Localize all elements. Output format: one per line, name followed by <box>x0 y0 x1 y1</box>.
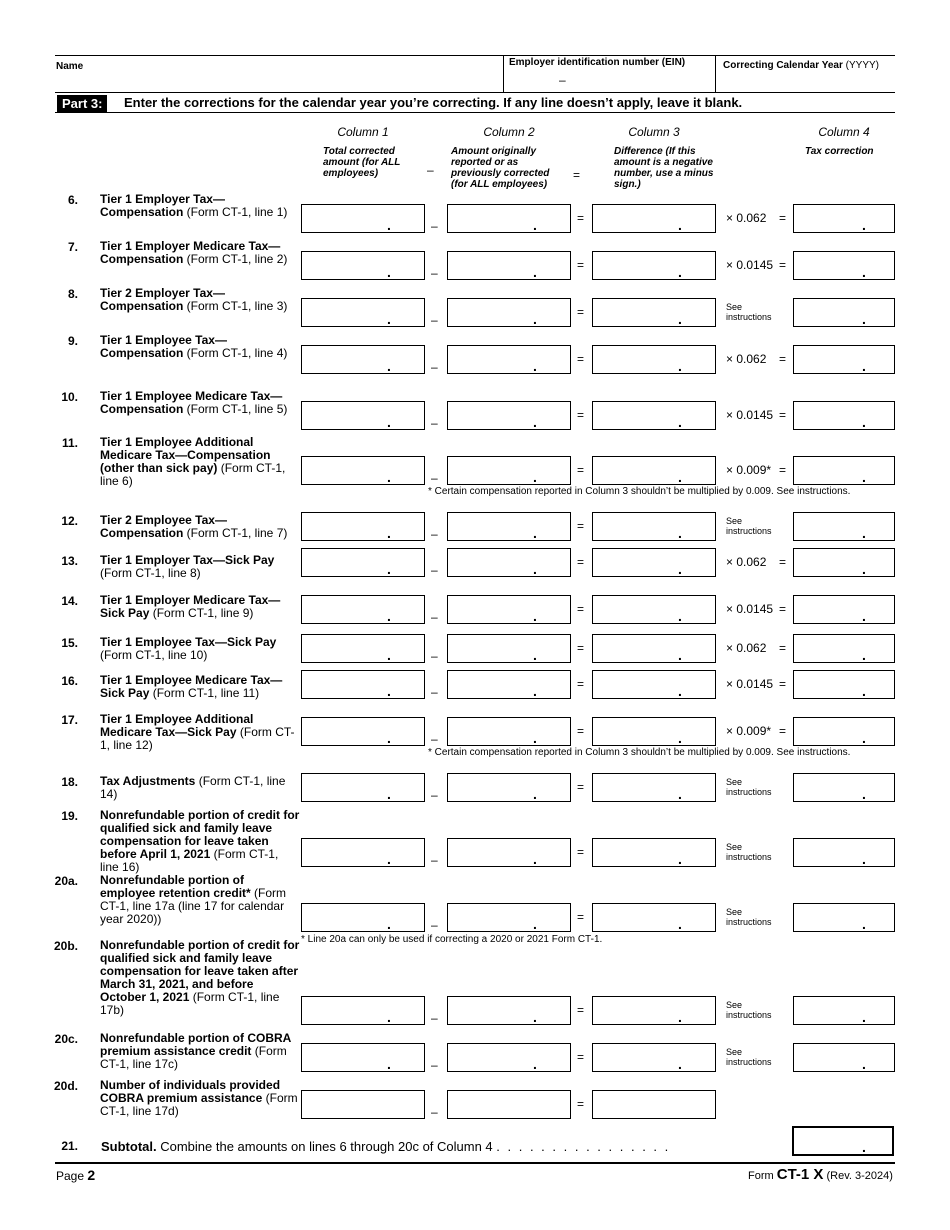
line-20b-col1-input[interactable]: . <box>301 996 425 1025</box>
line-9-label: Tier 1 Employee Tax—Compensation (Form CT-1, line 4) <box>100 333 288 360</box>
line-7-label: Tier 1 Employer Medicare Tax—Compensation (Form CT-1, line 2) <box>100 239 288 266</box>
line-18-col3-input[interactable]: . <box>592 773 716 802</box>
line-15-col4-input[interactable]: . <box>793 634 895 663</box>
line-8-col4-input[interactable]: . <box>793 298 895 327</box>
line-7-col3-input[interactable]: . <box>592 251 716 280</box>
line-16-col1-input[interactable]: . <box>301 670 425 699</box>
line-8-equals: = <box>577 305 585 319</box>
line-9-col1-input[interactable]: . <box>301 345 425 374</box>
line-14-col3-input[interactable]: . <box>592 595 716 624</box>
line-7-minus: – <box>431 266 438 280</box>
line-10-equals: = <box>577 408 585 422</box>
line-10-col4-equals: = <box>779 408 787 422</box>
line-17-equals: = <box>577 724 585 738</box>
line-17-col3-input[interactable]: . <box>592 717 716 746</box>
ein-dash: – <box>559 73 566 87</box>
line-13-multiplier: × 0.062 <box>726 555 767 569</box>
line-11-col2-input[interactable]: . <box>447 456 571 485</box>
col3-title: Column 3 <box>628 125 680 139</box>
line-11-col3-input[interactable]: . <box>592 456 716 485</box>
line-9-col3-input[interactable]: . <box>592 345 716 374</box>
col3-desc: Difference (If this amount is a negative number, use a minus sign.) <box>614 146 714 190</box>
line-16-multiplier: × 0.0145 <box>726 677 774 691</box>
line-20a-label: Nonrefundable portion of employee retention credit* (Form CT-1, line 17a (line 17 for calendar year 2020)) <box>100 873 287 926</box>
col4-desc: Tax correction <box>805 146 874 157</box>
line-20a-col2-input[interactable]: . <box>447 903 571 932</box>
line-7-num: 7. <box>67 240 78 254</box>
line-6-col3-input[interactable]: . <box>592 204 716 233</box>
line-13-col4-input[interactable]: . <box>793 548 895 577</box>
line-20c-num: 20c. <box>54 1032 78 1046</box>
line-15-minus: – <box>431 649 438 663</box>
line-14-col1-input[interactable]: . <box>301 595 425 624</box>
line-6-equals: = <box>577 211 585 225</box>
line-18-label: Tax Adjustments (Form CT-1, line 14) <box>100 774 286 801</box>
line-12-num: 12. <box>61 514 78 528</box>
line-8-label: Tier 2 Employer Tax—Compensation (Form CT-1, line 3) <box>100 286 288 313</box>
line-6-minus: – <box>431 219 438 233</box>
line-9-minus: – <box>431 360 438 374</box>
line-14-col4-input[interactable]: . <box>793 595 895 624</box>
line-16-col4-input[interactable]: . <box>793 670 895 699</box>
line-20d-label: Number of individuals provided COBRA premium assistance (Form CT-1, line 17d) <box>100 1078 298 1118</box>
line-18-equals: = <box>577 780 585 794</box>
line-8-multiplier: See instructions <box>726 302 772 322</box>
line-10-num: 10. <box>61 390 78 404</box>
header-minus: – <box>427 163 434 177</box>
line-20a-multiplier: See instructions <box>726 907 772 927</box>
line-13-num: 13. <box>61 554 78 568</box>
line-8-col2-input[interactable]: . <box>447 298 571 327</box>
note-line-17: * Certain compensation reported in Column 3 shouldn’t be multiplied by 0.009. See instructions. <box>428 747 851 758</box>
line-21-col4-input[interactable]: . <box>792 1126 894 1156</box>
line-6-multiplier: × 0.062 <box>726 211 767 225</box>
line-16-col3-input[interactable]: . <box>592 670 716 699</box>
line-20d-num: 20d. <box>53 1079 78 1093</box>
line-16-minus: – <box>431 685 438 699</box>
line-11-col4-input[interactable]: . <box>793 456 895 485</box>
line-20c-multiplier: See instructions <box>726 1047 772 1067</box>
line-14-label: Tier 1 Employer Medicare Tax—Sick Pay (Form CT-1, line 9) <box>100 593 281 620</box>
line-6-num: 6. <box>67 193 78 207</box>
line-20a-equals: = <box>577 910 585 924</box>
line-11-col4-equals: = <box>779 463 787 477</box>
line-18-col1-input[interactable]: . <box>301 773 425 802</box>
line-10-multiplier: × 0.0145 <box>726 408 774 422</box>
line-20a-col3-input[interactable]: . <box>592 903 716 932</box>
line-6-col2-input[interactable]: . <box>447 204 571 233</box>
line-18-minus: – <box>431 788 438 802</box>
line-10-label: Tier 1 Employee Medicare Tax—Compensation (Form CT-1, line 5) <box>100 389 288 416</box>
line-15-equals: = <box>577 641 585 655</box>
line-17-col2-input[interactable]: . <box>447 717 571 746</box>
line-10-col1-input[interactable]: . <box>301 401 425 430</box>
line-14-equals: = <box>577 602 585 616</box>
line-13-col3-input[interactable]: . <box>592 548 716 577</box>
line-12-col4-input[interactable]: . <box>793 512 895 541</box>
line-19-col4-input[interactable]: . <box>793 838 895 867</box>
page-footer: Page 2 <box>56 1167 96 1183</box>
note-line-20a: * Line 20a can only be used if correcting a 2020 or 2021 Form CT-1. <box>301 934 603 945</box>
line-20a-num: 20a. <box>54 874 78 888</box>
line-17-num: 17. <box>61 713 78 727</box>
line-20d-minus: – <box>431 1105 438 1119</box>
line-6-col4-input[interactable]: . <box>793 204 895 233</box>
line-20c-minus: – <box>431 1058 438 1072</box>
line-16-num: 16. <box>61 674 78 688</box>
line-15-label: Tier 1 Employee Tax—Sick Pay (Form CT-1, line 10) <box>100 635 277 662</box>
line-17-multiplier: × 0.009* <box>726 724 772 738</box>
line-11-num: 11. <box>61 436 78 450</box>
line-18-num: 18. <box>61 775 78 789</box>
line-19-equals: = <box>577 845 585 859</box>
line-7-col4-input[interactable]: . <box>793 251 895 280</box>
line-7-col2-input[interactable]: . <box>447 251 571 280</box>
line-20d-col2-input[interactable] <box>447 1090 571 1119</box>
line-18-col2-input[interactable]: . <box>447 773 571 802</box>
line-8-col1-input[interactable]: . <box>301 298 425 327</box>
line-10-col2-input[interactable]: . <box>447 401 571 430</box>
col4-title: Column 4 <box>818 125 870 139</box>
line-19-col2-input[interactable]: . <box>447 838 571 867</box>
line-17-minus: – <box>431 732 438 746</box>
col1-title: Column 1 <box>337 125 389 139</box>
note-line-11: * Certain compensation reported in Column 3 shouldn’t be multiplied by 0.009. See instructions. <box>428 486 851 497</box>
line-20b-num: 20b. <box>53 939 78 953</box>
line-21-num: 21. <box>61 1139 78 1153</box>
line-8-num: 8. <box>67 287 78 301</box>
line-19-label: Nonrefundable portion of credit for qualified sick and family leave compensation for leave taken before April 1, 2021 (Form CT-1, line 16) <box>100 808 300 874</box>
line-13-label: Tier 1 Employer Tax—Sick Pay (Form CT-1, line 8) <box>100 553 275 580</box>
line-20c-col2-input[interactable]: . <box>447 1043 571 1072</box>
line-15-col1-input[interactable]: . <box>301 634 425 663</box>
line-9-col4-equals: = <box>779 352 787 366</box>
line-9-equals: = <box>577 352 585 366</box>
line-20b-col4-input[interactable]: . <box>793 996 895 1025</box>
line-19-col1-input[interactable]: . <box>301 838 425 867</box>
line-20c-col1-input[interactable]: . <box>301 1043 425 1072</box>
line-18-multiplier: See instructions <box>726 777 772 797</box>
ein-label: Employer identification number (EIN) <box>509 57 686 68</box>
line-16-label: Tier 1 Employee Medicare Tax—Sick Pay (Form CT-1, line 11) <box>100 673 283 700</box>
line-16-col2-input[interactable]: . <box>447 670 571 699</box>
line-20b-col2-input[interactable]: . <box>447 996 571 1025</box>
line-6-col4-equals: = <box>779 211 787 225</box>
line-8-minus: – <box>431 313 438 327</box>
line-7-col1-input[interactable]: . <box>301 251 425 280</box>
line-6-col1-input[interactable]: . <box>301 204 425 233</box>
line-20a-minus: – <box>431 918 438 932</box>
line-6-label: Tier 1 Employer Tax—Compensation (Form CT-1, line 1) <box>100 192 288 219</box>
line-15-col4-equals: = <box>779 641 787 655</box>
line-9-num: 9. <box>67 334 78 348</box>
line-11-multiplier: × 0.009* <box>726 463 772 477</box>
line-20c-col3-input[interactable]: . <box>592 1043 716 1072</box>
line-15-num: 15. <box>61 636 78 650</box>
line-16-col4-equals: = <box>779 677 787 691</box>
line-17-label: Tier 1 Employee Additional Medicare Tax—Sick Pay (Form CT-1, line 12) <box>100 712 295 752</box>
line-20b-minus: – <box>431 1011 438 1025</box>
line-8-col3-input[interactable]: . <box>592 298 716 327</box>
col2-desc: Amount originally reported or as previously corrected (for ALL employees) <box>451 146 550 190</box>
name-label: Name <box>56 61 84 72</box>
col1-desc: Total corrected amount (for ALL employees) <box>323 146 401 179</box>
line-12-label: Tier 2 Employee Tax—Compensation (Form CT-1, line 7) <box>100 513 288 540</box>
line-20d-col3-input[interactable] <box>592 1090 716 1119</box>
line-17-col4-equals: = <box>779 724 787 738</box>
line-19-minus: – <box>431 853 438 867</box>
line-9-multiplier: × 0.062 <box>726 352 767 366</box>
line-20b-col3-input[interactable]: . <box>592 996 716 1025</box>
line-11-label: Tier 1 Employee Additional Medicare Tax—Compensation (other than sick pay) (Form CT-1, line 6) <box>100 435 286 488</box>
line-13-col2-input[interactable]: . <box>447 548 571 577</box>
line-20b-multiplier: See instructions <box>726 1000 772 1020</box>
line-12-col1-input[interactable]: . <box>301 512 425 541</box>
line-20b-equals: = <box>577 1003 585 1017</box>
line-7-equals: = <box>577 258 585 272</box>
line-9-col4-input[interactable]: . <box>793 345 895 374</box>
line-10-col4-input[interactable]: . <box>793 401 895 430</box>
line-12-col3-input[interactable]: . <box>592 512 716 541</box>
col2-title: Column 2 <box>483 125 535 139</box>
line-17-col4-input[interactable]: . <box>793 717 895 746</box>
line-17-col1-input[interactable]: . <box>301 717 425 746</box>
line-12-minus: – <box>431 527 438 541</box>
year-label: Correcting Calendar Year (YYYY) <box>723 60 879 71</box>
line-14-num: 14. <box>61 594 78 608</box>
line-20c-col4-input[interactable]: . <box>793 1043 895 1072</box>
line-14-multiplier: × 0.0145 <box>726 602 774 616</box>
line-13-equals: = <box>577 555 585 569</box>
line-10-minus: – <box>431 416 438 430</box>
line-11-col1-input[interactable]: . <box>301 456 425 485</box>
line-13-col4-equals: = <box>779 555 787 569</box>
line-10-col3-input[interactable]: . <box>592 401 716 430</box>
line-15-col2-input[interactable]: . <box>447 634 571 663</box>
line-7-col4-equals: = <box>779 258 787 272</box>
line-19-col3-input[interactable]: . <box>592 838 716 867</box>
header-equals: = <box>573 168 581 182</box>
form-footer: Form CT-1 X (Rev. 3-2024) <box>748 1166 893 1183</box>
line-20a-col1-input[interactable]: . <box>301 903 425 932</box>
line-12-multiplier: See instructions <box>726 516 772 536</box>
line-20b-label: Nonrefundable portion of credit for qualified sick and family leave compensation for leave taken after March 31, 2021, and before October 1, 2021 (Form CT-1, line 17b) <box>100 938 300 1017</box>
line-7-multiplier: × 0.0145 <box>726 258 774 272</box>
line-14-minus: – <box>431 610 438 624</box>
line-14-col4-equals: = <box>779 602 787 616</box>
line-13-col1-input[interactable]: . <box>301 548 425 577</box>
line-20d-col1-input[interactable] <box>301 1090 425 1119</box>
line-19-num: 19. <box>61 809 78 823</box>
line-20a-col4-input[interactable]: . <box>793 903 895 932</box>
line-21-text: Subtotal. Combine the amounts on lines 6 through 20c of Column 4 . . . . . . . . . . . . . . . . <box>101 1139 671 1154</box>
line-20c-equals: = <box>577 1050 585 1064</box>
line-15-multiplier: × 0.062 <box>726 641 767 655</box>
line-14-col2-input[interactable]: . <box>447 595 571 624</box>
part-title: Enter the corrections for the calendar year you’re correcting. If any line doesn’t apply, leave it blank. <box>124 95 743 110</box>
line-15-col3-input[interactable]: . <box>592 634 716 663</box>
line-13-minus: – <box>431 563 438 577</box>
line-19-multiplier: See instructions <box>726 842 772 862</box>
line-18-col4-input[interactable]: . <box>793 773 895 802</box>
line-9-col2-input[interactable]: . <box>447 345 571 374</box>
line-12-equals: = <box>577 519 585 533</box>
line-20c-label: Nonrefundable portion of COBRA premium assistance credit (Form CT-1, line 17c) <box>100 1031 291 1071</box>
line-20d-equals: = <box>577 1097 585 1111</box>
line-12-col2-input[interactable]: . <box>447 512 571 541</box>
part-badge: Part 3: <box>57 95 107 112</box>
line-16-equals: = <box>577 677 585 691</box>
line-11-equals: = <box>577 463 585 477</box>
line-11-minus: – <box>431 471 438 485</box>
